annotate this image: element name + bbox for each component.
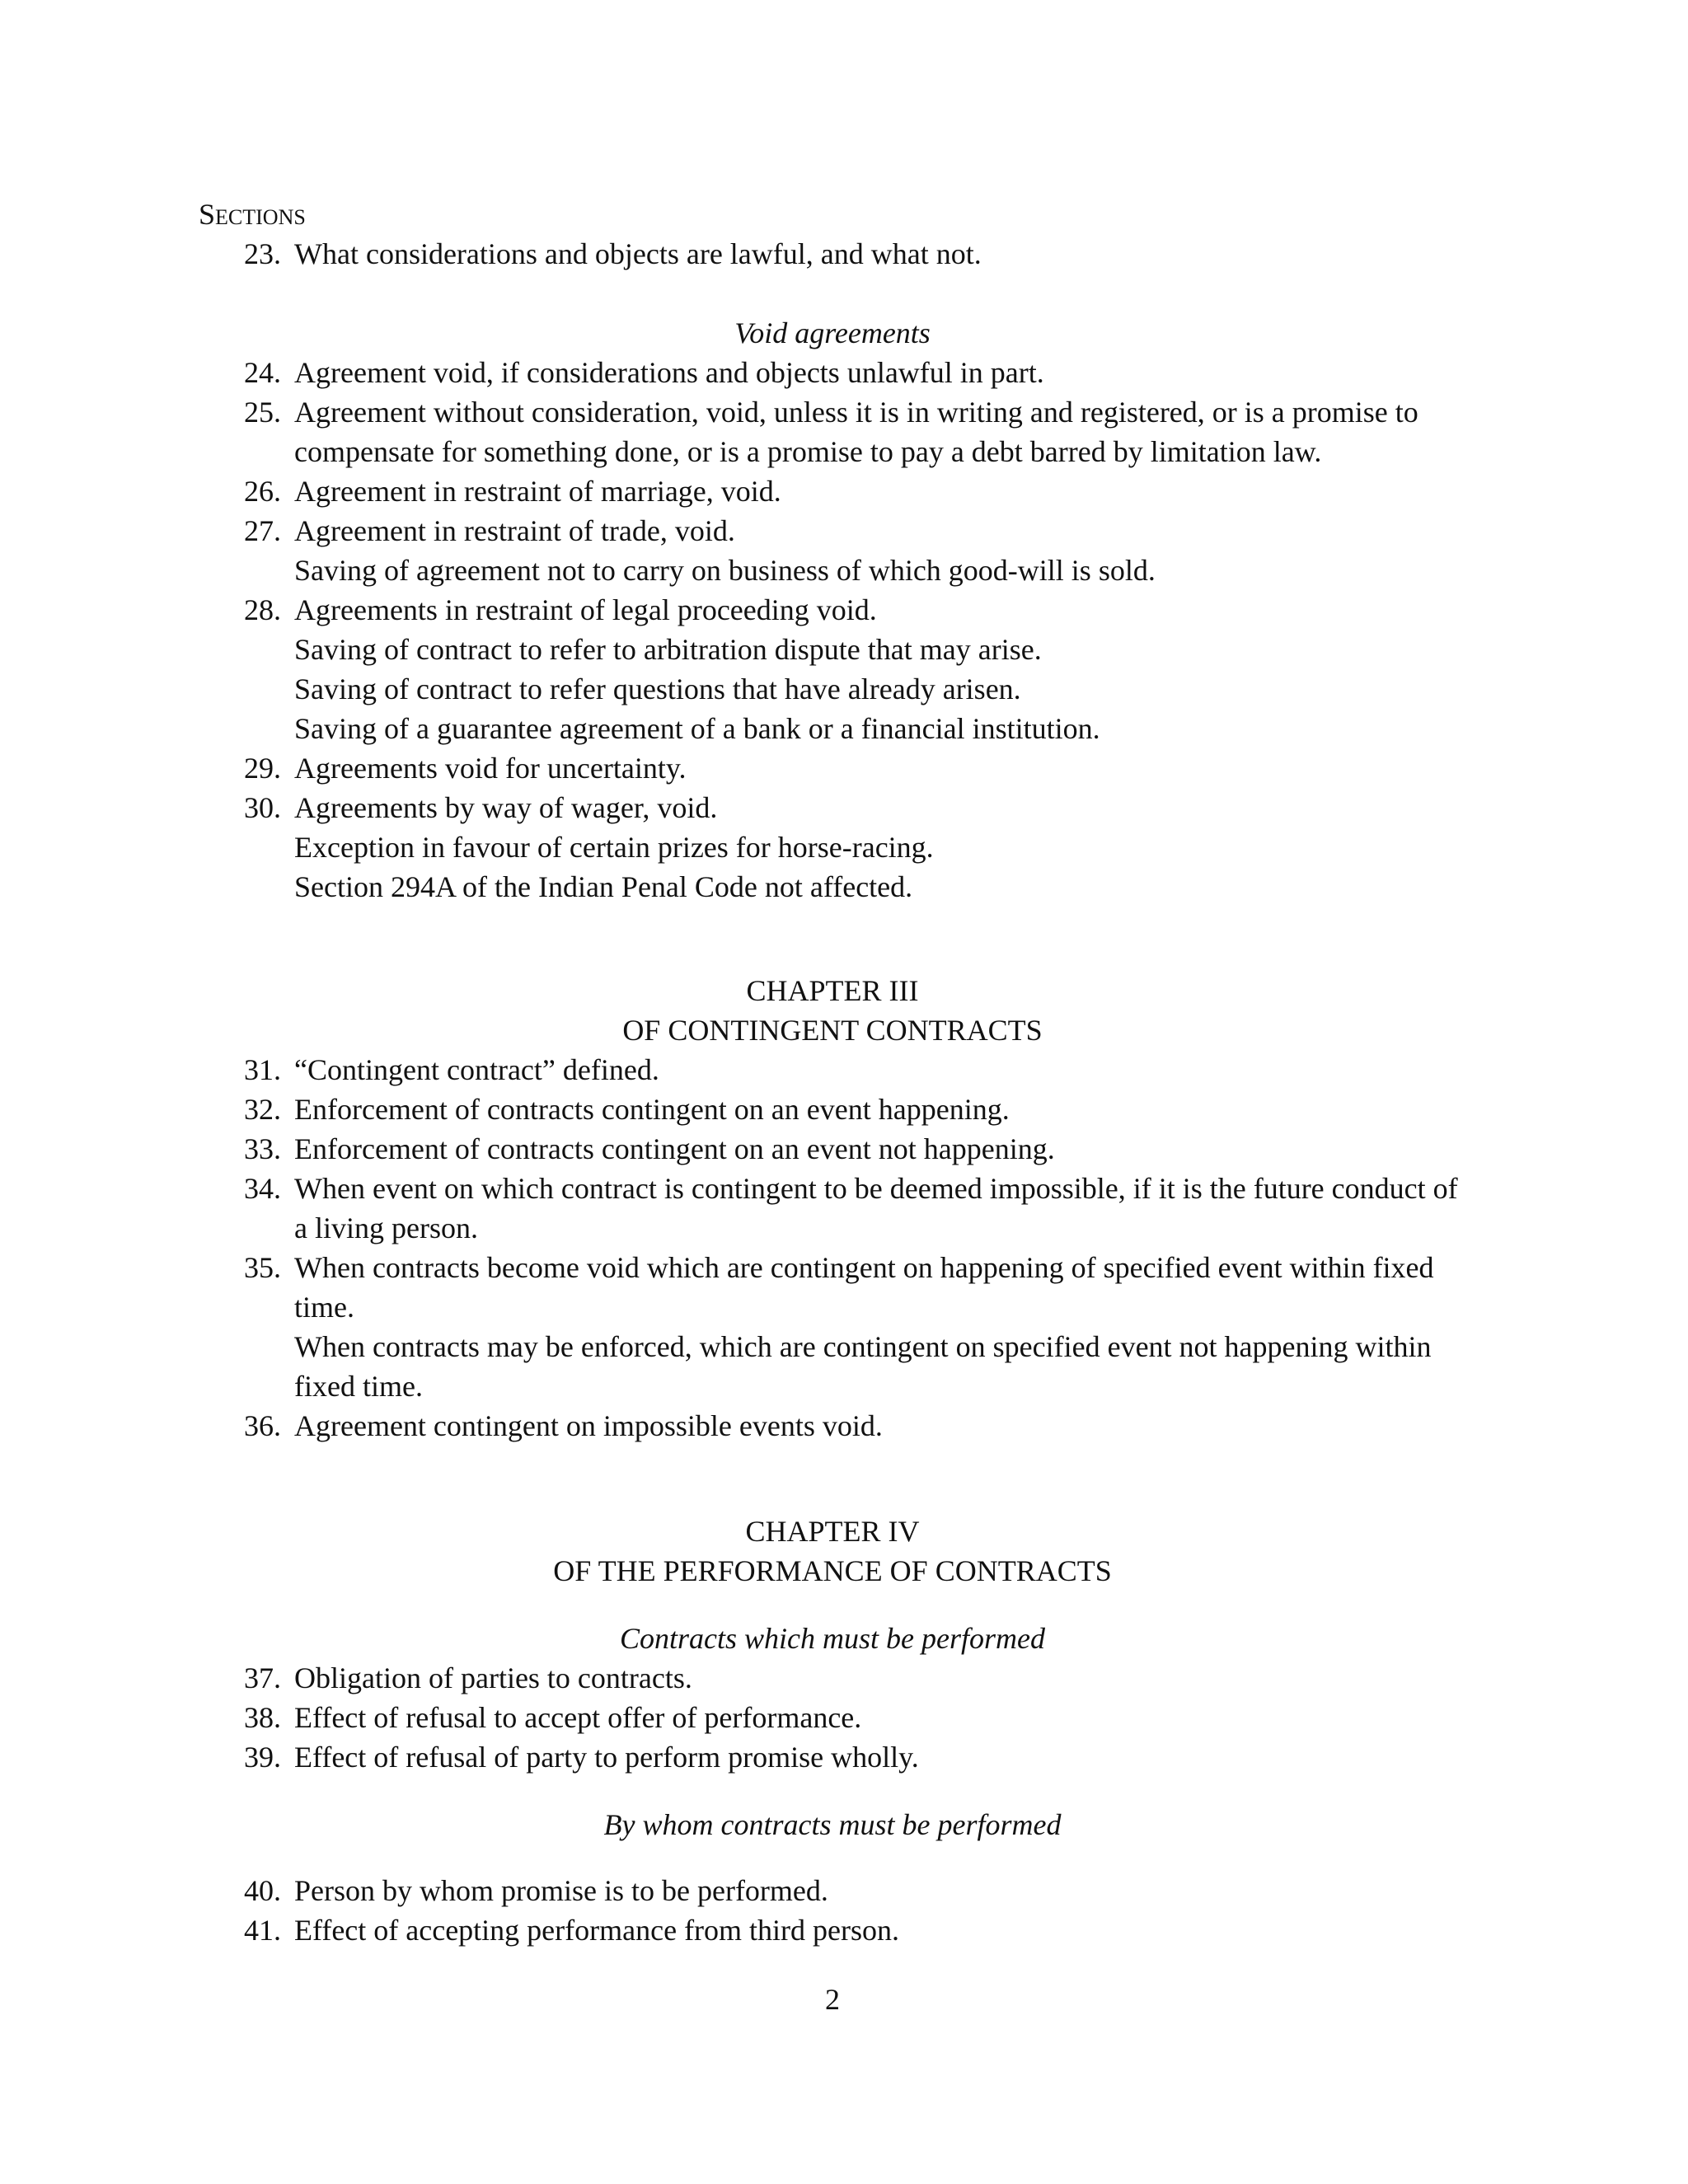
section-38-number: 38.: [244, 1701, 281, 1734]
chapter-4-title: OF THE PERFORMANCE OF CONTRACTS: [553, 1554, 1112, 1587]
section-32-title: Enforcement of contracts contingent on an event happening.: [294, 1093, 1010, 1126]
section-30-number: 30.: [244, 791, 281, 824]
section-30-title: Agreements by way of wager, void.: [294, 791, 718, 824]
section-36-number: 36.: [244, 1409, 281, 1442]
section-35-sub1-line1: When contracts may be enforced, which are contingent on specified event not happening within: [294, 1330, 1432, 1363]
section-23-title: What considerations and objects are lawful, and what not.: [294, 237, 982, 270]
section-36-title: Agreement contingent on impossible events void.: [294, 1409, 883, 1442]
section-37-title: Obligation of parties to contracts.: [294, 1661, 692, 1694]
section-27-sub1: Saving of agreement not to carry on business of which good-will is sold.: [294, 554, 1156, 587]
section-34-number: 34.: [244, 1172, 281, 1205]
section-35-number: 35.: [244, 1251, 281, 1284]
section-23-number: 23.: [244, 237, 281, 270]
section-26-title: Agreement in restraint of marriage, void.: [294, 475, 781, 508]
chapter-3-title: OF CONTINGENT CONTRACTS: [622, 1014, 1043, 1047]
section-27-number: 27.: [244, 514, 281, 547]
section-24-title: Agreement void, if considerations and objects unlawful in part.: [294, 356, 1044, 389]
section-32-number: 32.: [244, 1093, 281, 1126]
section-35-title-line1: When contracts become void which are contingent on happening of specified event within fixed: [294, 1251, 1434, 1284]
section-25-number: 25.: [244, 396, 281, 429]
section-35-title-line2: time.: [294, 1291, 354, 1324]
section-28-title: Agreements in restraint of legal proceeding void.: [294, 593, 877, 626]
section-37-number: 37.: [244, 1661, 281, 1694]
sections-header-initial: S: [199, 198, 216, 231]
section-33-title: Enforcement of contracts contingent on an event not happening.: [294, 1132, 1055, 1165]
section-34-title-line2: a living person.: [294, 1212, 478, 1244]
section-29-title: Agreements void for uncertainty.: [294, 752, 687, 785]
section-31-number: 31.: [244, 1053, 281, 1086]
subheading-void-agreements: Void agreements: [734, 316, 931, 349]
section-33-number: 33.: [244, 1132, 281, 1165]
section-28-sub2: Saving of contract to refer questions that have already arisen.: [294, 673, 1021, 705]
section-39-number: 39.: [244, 1741, 281, 1774]
section-30-sub2: Section 294A of the Indian Penal Code not affected.: [294, 870, 913, 903]
section-27-title: Agreement in restraint of trade, void.: [294, 514, 735, 547]
section-41-title: Effect of accepting performance from third person.: [294, 1914, 900, 1947]
section-35-sub1-line2: fixed time.: [294, 1370, 423, 1403]
section-24-number: 24.: [244, 356, 281, 389]
section-28-sub3: Saving of a guarantee agreement of a bank or a financial institution.: [294, 712, 1100, 745]
section-39-title: Effect of refusal of party to perform promise wholly.: [294, 1741, 919, 1774]
page-number: 2: [825, 1983, 840, 2016]
section-38-title: Effect of refusal to accept offer of performance.: [294, 1701, 862, 1734]
chapter-4-label: CHAPTER IV: [745, 1515, 920, 1548]
section-40-number: 40.: [244, 1874, 281, 1907]
section-40-title: Person by whom promise is to be performed.: [294, 1874, 828, 1907]
section-34-title-line1: When event on which contract is contingent to be deemed impossible, if it is the future conduct of: [294, 1172, 1458, 1205]
subheading-contracts-must-be-performed: Contracts which must be performed: [620, 1622, 1045, 1655]
section-41-number: 41.: [244, 1914, 281, 1947]
section-28-sub1: Saving of contract to refer to arbitration dispute that may arise.: [294, 633, 1042, 666]
subheading-by-whom-contracts-must-be-performed: By whom contracts must be performed: [603, 1808, 1062, 1841]
sections-header: [199, 194, 306, 237]
section-29-number: 29.: [244, 752, 281, 785]
section-26-number: 26.: [244, 475, 281, 508]
sections-header-rest: ECTIONS: [215, 205, 306, 229]
section-30-sub1: Exception in favour of certain prizes for horse-racing.: [294, 831, 934, 864]
section-28-number: 28.: [244, 593, 281, 626]
section-31-title: “Contingent contract” defined.: [294, 1053, 659, 1086]
section-25-title-line1: Agreement without consideration, void, unless it is in writing and registered, or is a promise to: [294, 396, 1418, 429]
chapter-3-label: CHAPTER III: [746, 974, 919, 1007]
section-25-title-line2: compensate for something done, or is a promise to pay a debt barred by limitation law.: [294, 435, 1322, 468]
